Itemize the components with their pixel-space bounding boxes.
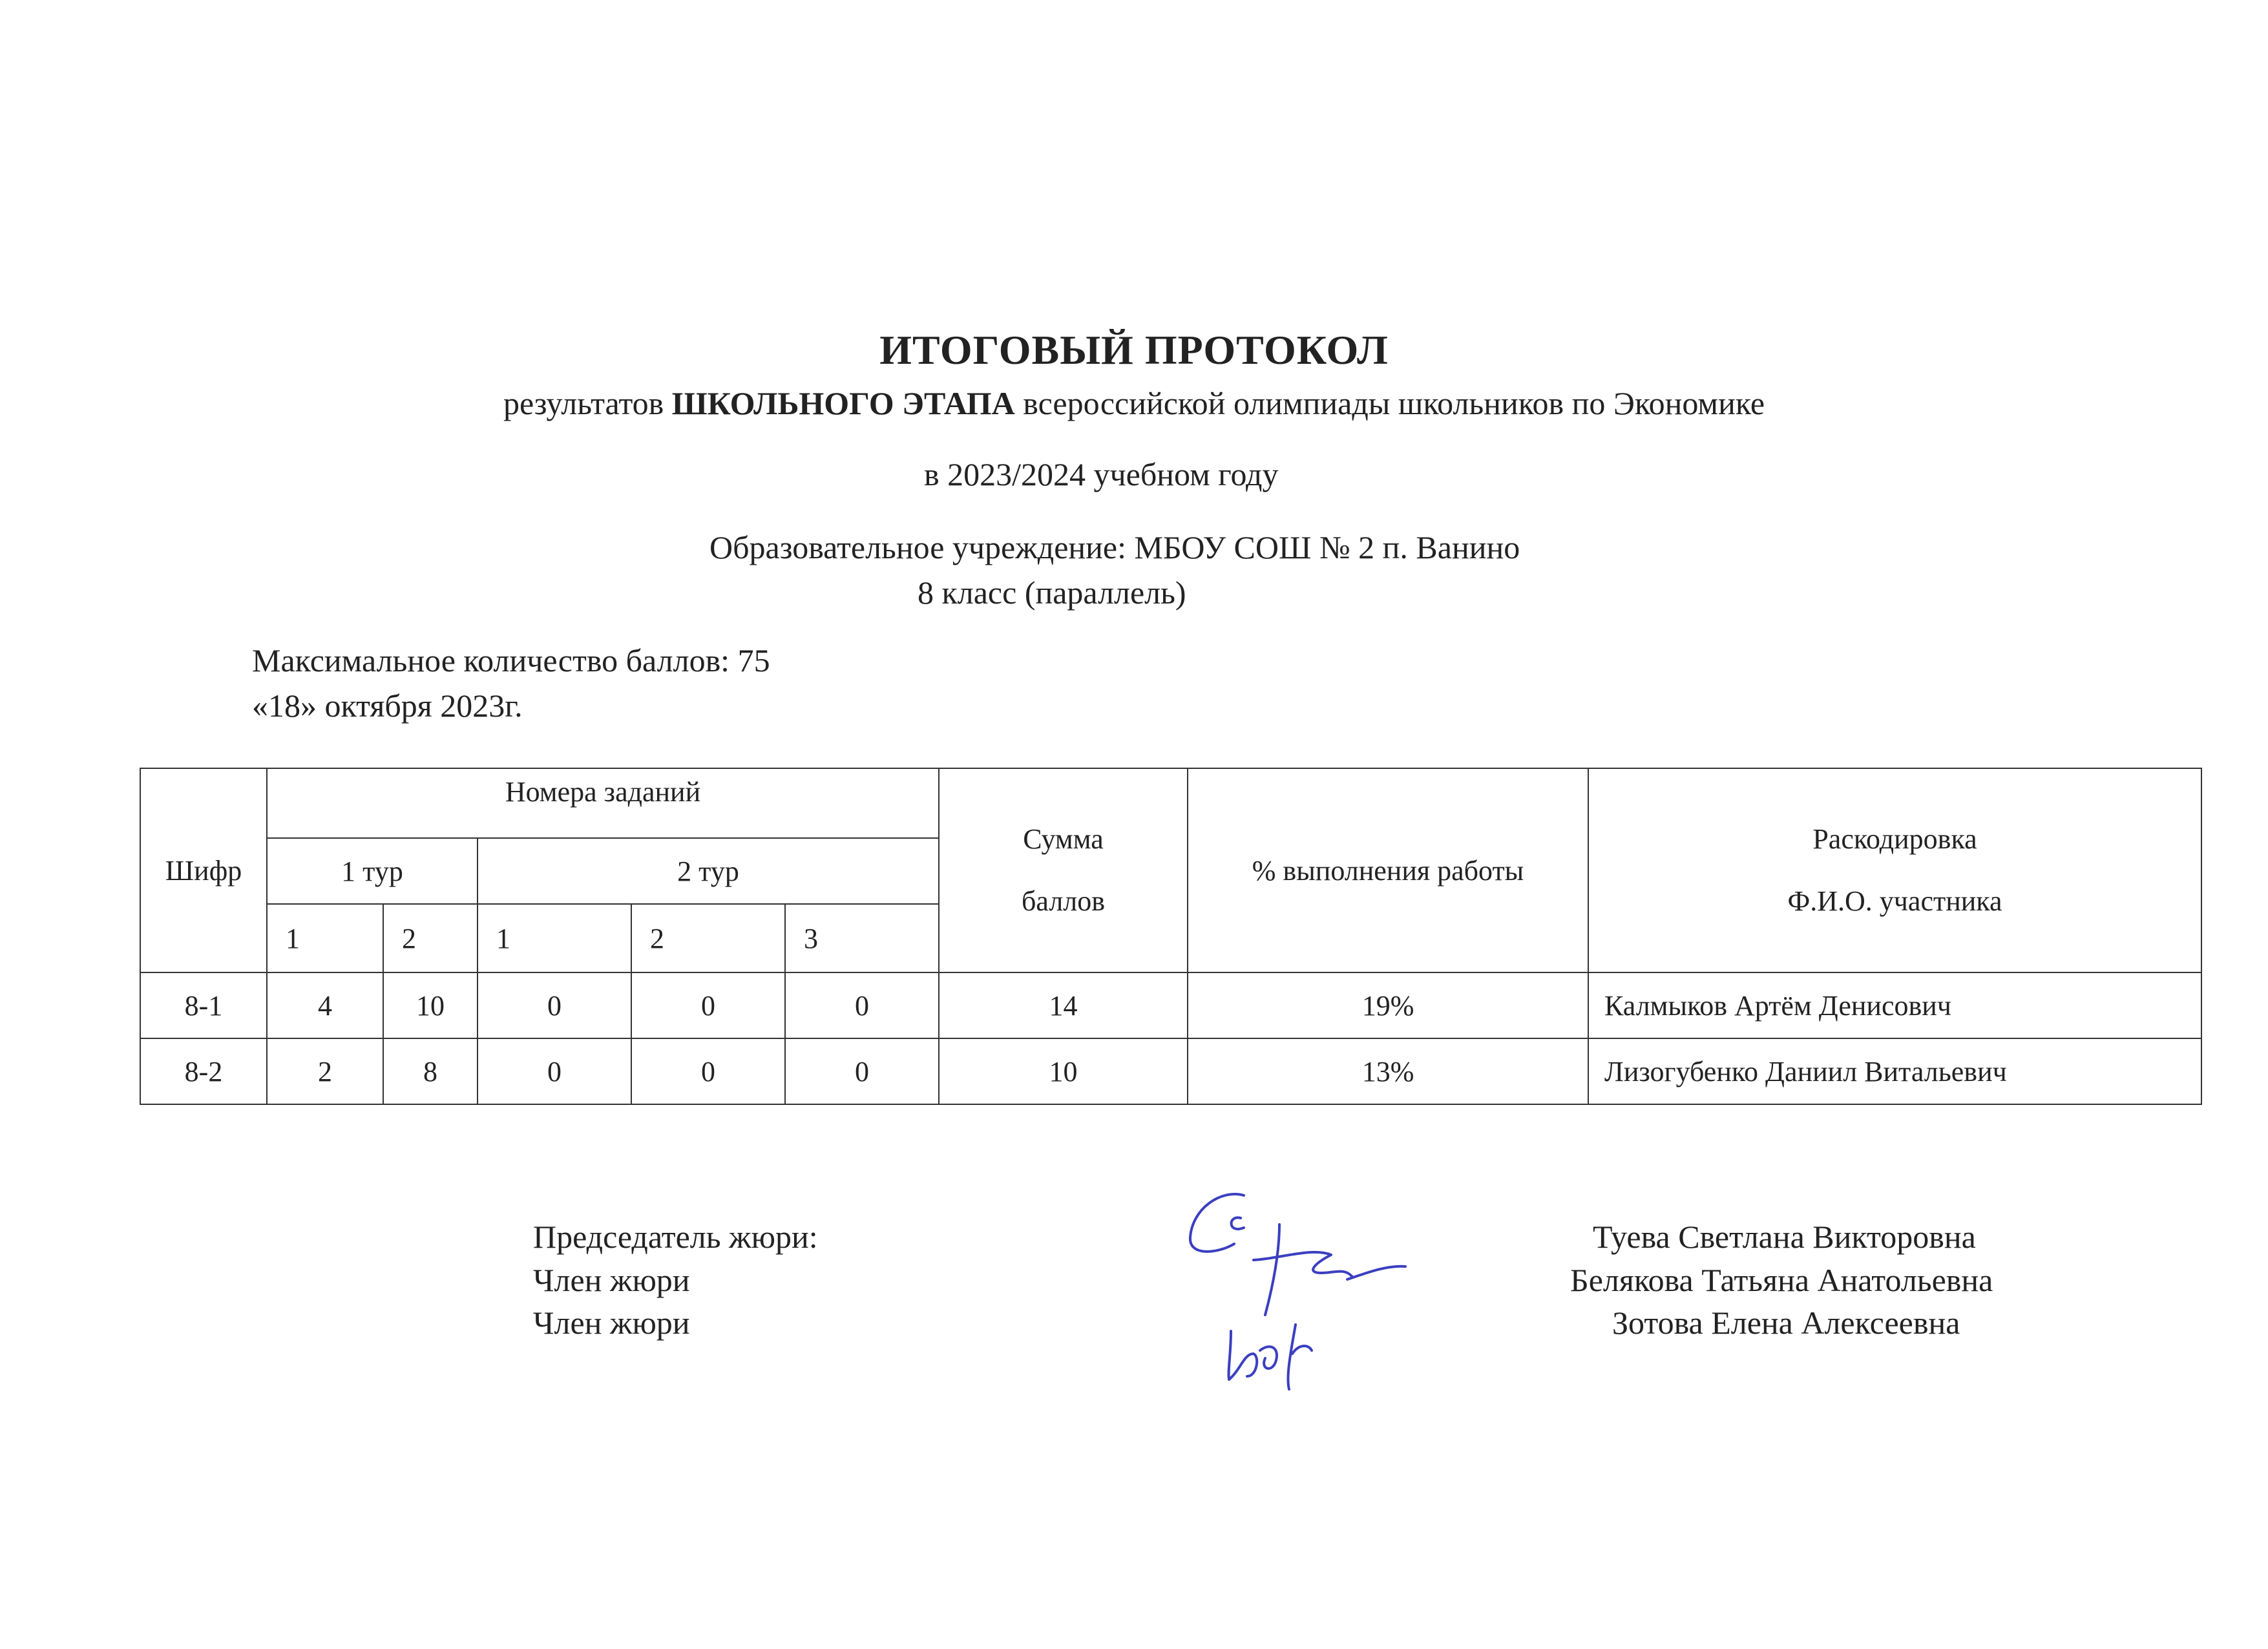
cell-score: 10 <box>383 972 478 1038</box>
jury-member2-name: Зотова Елена Алексеевна <box>1612 1305 1960 1341</box>
header-decode <box>1588 768 2201 972</box>
jury-member-label: Член жюри <box>533 1305 690 1341</box>
signature-member2 <box>1229 1325 1312 1389</box>
signature-chair <box>1190 1194 1244 1252</box>
header-decode-line1: Раскодировка <box>1812 823 1977 855</box>
exam-date: «18» октября 2023г. <box>252 688 523 724</box>
school-name: Образовательное учреждение: МБОУ СОШ № 2 п. Ванино <box>709 529 1520 565</box>
results-table <box>140 768 2202 1105</box>
task-number: 2 <box>383 904 478 972</box>
class-level: 8 класс (параллель) <box>918 574 1186 611</box>
header-task-numbers: Номера заданий <box>267 768 939 838</box>
cell-score: 4 <box>267 972 383 1038</box>
cell-percent: 13% <box>1188 1038 1588 1104</box>
header-round-1: 1 тур <box>267 838 478 904</box>
cell-participant-name: Лизогубенко Даниил Витальевич <box>1588 1038 2201 1104</box>
task-number: 2 <box>631 904 785 972</box>
subtitle-bold: ШКОЛЬНОГО ЭТАПА <box>671 385 1015 421</box>
cell-participant-name: Калмыков Артём Денисович <box>1588 972 2201 1038</box>
cell-score: 2 <box>267 1038 383 1104</box>
task-number: 3 <box>785 904 939 972</box>
jury-chair-label: Председатель жюри: <box>533 1219 818 1255</box>
cell-percent: 19% <box>1188 972 1588 1038</box>
table-row <box>140 972 2201 1038</box>
header-decode-line2: Ф.И.О. участника <box>1787 885 2002 917</box>
subtitle-suffix: всероссийской олимпиады школьников по Экономике <box>1014 385 1765 421</box>
table-row <box>140 1038 2201 1104</box>
signature-member1 <box>1254 1224 1405 1315</box>
header-sum-line2: баллов <box>1022 885 1106 917</box>
cell-score: 0 <box>478 1038 631 1104</box>
cell-sum: 10 <box>939 1038 1188 1104</box>
cell-score: 0 <box>785 1038 939 1104</box>
document-title: ИТОГОВЫЙ ПРОТОКОЛ <box>879 327 1389 373</box>
signature-strokes <box>1190 1194 1405 1389</box>
cell-score: 0 <box>631 1038 785 1104</box>
header-sum <box>939 768 1188 972</box>
handwritten-signatures <box>1182 1182 1415 1396</box>
cell-score: 0 <box>478 972 631 1038</box>
jury-chair-name: Туева Светлана Викторовна <box>1593 1219 1976 1255</box>
jury-member1-name: Белякова Татьяна Анатольевна <box>1570 1262 1993 1298</box>
cell-score: 8 <box>383 1038 478 1104</box>
max-score: Максимальное количество баллов: 75 <box>252 642 770 678</box>
task-number: 1 <box>267 904 383 972</box>
academic-year: в 2023/2024 учебном году <box>924 456 1279 492</box>
jury-member-label: Член жюри <box>533 1262 690 1298</box>
header-percent: % выполнения работы <box>1188 768 1588 972</box>
cell-score: 0 <box>631 972 785 1038</box>
header-round-2: 2 тур <box>478 838 939 904</box>
header-cipher: Шифр <box>140 768 267 972</box>
subtitle-prefix: результатов <box>503 385 672 421</box>
document-subtitle <box>0 384 2268 422</box>
task-number: 1 <box>478 904 631 972</box>
cell-score: 0 <box>785 972 939 1038</box>
cell-sum: 14 <box>939 972 1188 1038</box>
header-sum-line1: Сумма <box>1023 823 1104 855</box>
cell-cipher: 8-1 <box>140 972 267 1038</box>
cell-cipher: 8-2 <box>140 1038 267 1104</box>
